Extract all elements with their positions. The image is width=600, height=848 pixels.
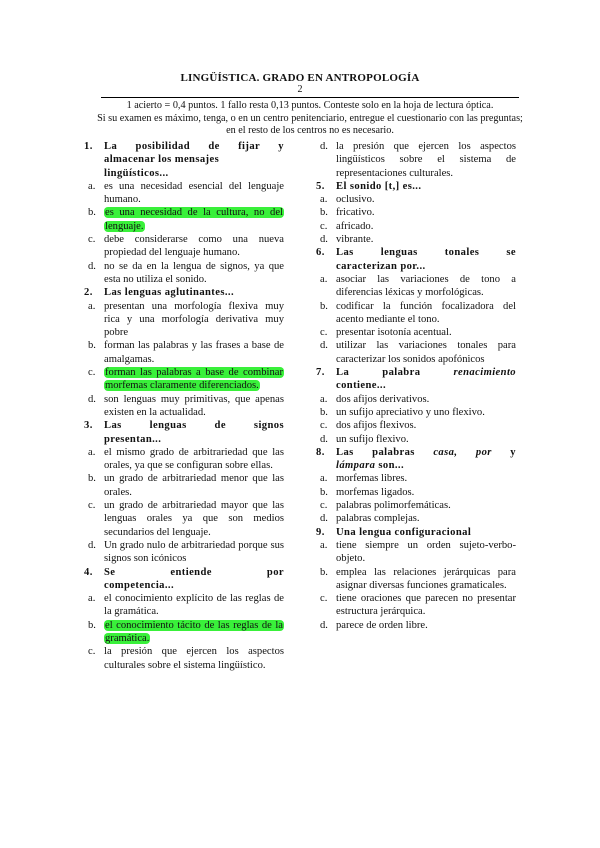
question-text: La palabra renacimiento <box>336 367 516 379</box>
option-text: un grado de arbitrariedad menor que las orales. <box>104 473 284 498</box>
question-number: 2. <box>84 287 93 299</box>
option-label: d. <box>320 340 328 352</box>
option-3c[interactable] <box>84 499 284 539</box>
option-6c[interactable] <box>316 326 516 339</box>
option-label: c. <box>88 234 96 246</box>
option-label: b. <box>88 473 96 485</box>
option-text: palabras complejas. <box>336 513 420 525</box>
question-text: Las lenguas de signos <box>104 420 284 432</box>
question-5 <box>316 180 516 246</box>
option-label: d. <box>320 234 328 246</box>
option-text: el conocimiento explícito de las reglas de la gramática. <box>104 593 284 618</box>
option-7d[interactable] <box>316 433 516 446</box>
left-column <box>84 140 284 672</box>
option-label: b. <box>320 486 328 498</box>
question-text: Las lenguas aglutinantes... <box>104 287 235 299</box>
option-text: son lenguas muy primitivas, que apenas existen en la actualidad. <box>104 393 284 418</box>
question-text: El sonido [t,] es... <box>336 180 422 192</box>
option-text: un sufijo apreciativo y uno flexivo. <box>336 406 485 418</box>
question-number: 5. <box>316 180 325 192</box>
option-label: a. <box>320 393 328 405</box>
option-text: emplea las relaciones jerárquicas para asignar diversas funciones gramaticales. <box>336 566 516 591</box>
option-8a[interactable] <box>316 472 516 485</box>
option-label: b. <box>320 300 328 312</box>
option-label: a. <box>88 593 96 605</box>
option-label: c. <box>320 500 328 512</box>
option-text: vibrante. <box>336 234 374 246</box>
option-5a[interactable] <box>316 193 516 206</box>
question-4-continued <box>316 140 516 180</box>
option-2d[interactable] <box>84 393 284 420</box>
question-8 <box>316 446 516 526</box>
option-8b[interactable] <box>316 486 516 499</box>
option-label: b. <box>88 619 96 631</box>
question-text: Una lengua configuracional <box>336 526 472 538</box>
option-label: d. <box>88 393 96 405</box>
option-2c[interactable] <box>84 366 284 393</box>
option-8d[interactable] <box>316 512 516 525</box>
option-2a[interactable] <box>84 300 284 340</box>
option-label: d. <box>320 433 328 445</box>
right-column <box>316 140 516 632</box>
question-9 <box>316 526 516 632</box>
option-9c[interactable] <box>316 592 516 619</box>
option-4d[interactable] <box>316 140 516 180</box>
option-text: dos afijos flexivos. <box>336 420 417 432</box>
option-5d[interactable] <box>316 233 516 246</box>
option-text: es una necesidad esencial del lenguaje humano. <box>104 180 284 206</box>
option-label: c. <box>88 646 96 658</box>
option-7a[interactable] <box>316 393 516 406</box>
option-text: asociar las variaciones de tono a diferencias léxicas y morfológicas. <box>336 273 516 299</box>
question-number: 6. <box>316 247 325 259</box>
option-label: c. <box>320 593 328 605</box>
option-text: Un grado nulo de arbitrariedad porque sus signos son icónicos <box>104 539 284 565</box>
question-7 <box>316 366 516 446</box>
option-label: d. <box>320 141 328 152</box>
question-text-cont: competencia... <box>104 579 175 591</box>
option-3a[interactable] <box>84 446 284 473</box>
option-4c[interactable] <box>84 645 284 672</box>
option-2b[interactable] <box>84 339 284 366</box>
option-label: c. <box>320 220 328 232</box>
instructions <box>96 100 524 138</box>
option-label: a. <box>320 539 328 551</box>
question-text-cont: presentan... <box>104 433 162 445</box>
option-4a[interactable] <box>84 592 284 619</box>
option-label: d. <box>88 260 96 272</box>
option-text: no se da en la lengua de signos, ya que esta no utiliza el sonido. <box>104 260 284 285</box>
option-text: presentar isotonía acentual. <box>336 327 452 339</box>
option-label: c. <box>88 500 96 512</box>
option-label: c. <box>88 367 96 379</box>
option-label: a. <box>320 194 328 206</box>
option-label: a. <box>320 273 328 285</box>
question-number: 3. <box>84 420 93 432</box>
option-5c[interactable] <box>316 220 516 233</box>
option-label: a. <box>88 180 96 192</box>
page-title: LINGÜÍSTICA. GRADO EN ANTROPOLOGÍA <box>180 72 420 84</box>
option-text: tiene siempre un orden sujeto-verbo-objeto. <box>336 539 516 565</box>
option-5b[interactable] <box>316 206 516 219</box>
option-1c[interactable] <box>84 233 284 260</box>
option-label: a. <box>320 473 328 485</box>
option-text: fricativo. <box>336 207 375 219</box>
option-3b[interactable] <box>84 472 284 499</box>
option-1b[interactable] <box>84 206 284 233</box>
option-6b[interactable] <box>316 300 516 327</box>
option-text: debe considerarse como una nueva propiedad del lenguaje humano. <box>104 234 284 259</box>
question-1 <box>84 140 284 286</box>
option-text: la presión que ejercen los aspectos culturales sobre el sistema lingüístico. <box>104 646 284 671</box>
highlighted-answer: es una necesidad de la cultura, no del lenguaje. <box>105 207 283 232</box>
option-text: el mismo grado de arbitrariedad que las orales, ya que se configuran sobre ellas. <box>104 446 284 472</box>
question-number: 9. <box>316 526 325 538</box>
option-label: d. <box>320 513 328 525</box>
option-1a[interactable] <box>84 180 284 207</box>
option-text: forman las palabras y las frases a base de amalgamas. <box>104 340 284 365</box>
option-3d[interactable] <box>84 539 284 566</box>
option-text: parece de orden libre. <box>336 619 428 631</box>
question-text-cont: lámpara son... <box>336 460 405 472</box>
header-rule <box>101 97 519 98</box>
option-text: utilizar las variaciones tonales para caracterizar los sonidos apofónicos <box>336 340 516 365</box>
option-7c[interactable] <box>316 419 516 432</box>
instructions-line-2: Si su examen es máximo, tenga, o en un centro penitenciario, entregue el cuestionario con las preguntas; en el resto de los centros no es necesario. <box>97 112 523 136</box>
option-text: un sufijo flexivo. <box>336 433 409 445</box>
option-label: b. <box>88 340 96 352</box>
option-text: africado. <box>336 220 374 232</box>
question-6 <box>316 246 516 366</box>
option-text: un grado de arbitrariedad mayor que las lenguas orales ya que son medios secundarios del lenguaje. <box>104 500 284 538</box>
highlighted-answer: forman las palabras a base de combinar morfemas claramente diferenciados. <box>105 367 283 392</box>
option-label: d. <box>88 539 96 551</box>
question-text: Las lenguas tonales se <box>336 247 516 259</box>
question-text-cont: almacenar los mensajes lingüísticos... <box>104 154 220 179</box>
question-number: 8. <box>316 446 325 458</box>
highlighted-answer: el conocimiento tácito de las reglas de la gramática. <box>105 619 283 644</box>
question-text-cont: contiene... <box>336 380 387 392</box>
question-text: La posibilidad de fijar y <box>104 141 284 152</box>
option-6a[interactable] <box>316 273 516 300</box>
option-label: b. <box>320 406 328 418</box>
option-text: oclusivo. <box>336 194 375 206</box>
question-number: 7. <box>316 367 325 379</box>
option-label: b. <box>320 207 328 219</box>
option-4b[interactable] <box>84 619 284 646</box>
option-9a[interactable] <box>316 539 516 566</box>
question-number: 4. <box>84 566 93 578</box>
question-text-cont: caracterizan por... <box>336 260 426 272</box>
option-label: a. <box>88 446 96 458</box>
option-label: b. <box>320 566 328 578</box>
option-9b[interactable] <box>316 566 516 593</box>
option-7b[interactable] <box>316 406 516 419</box>
option-label: d. <box>320 619 328 631</box>
option-text: palabras polimorfemáticas. <box>336 500 451 512</box>
question-text: Se entiende por <box>104 566 284 578</box>
option-text: presentan una morfología flexiva muy rica y una morfología derivativa muy pobre <box>104 300 284 339</box>
option-text: tiene oraciones que parecen no presentar estructura jerárquica. <box>336 593 516 618</box>
option-text: morfemas ligados. <box>336 486 415 498</box>
option-label: c. <box>320 420 328 432</box>
question-text: Las palabras casa, por y <box>336 446 516 458</box>
option-text: la presión que ejercen los aspectos lingüísticos sobre el sistema de representaciones culturales. <box>336 141 516 179</box>
option-label: b. <box>88 207 96 219</box>
option-9d[interactable] <box>316 619 516 632</box>
option-text: morfemas libres. <box>336 473 408 485</box>
question-3 <box>84 419 284 565</box>
option-text: dos afijos derivativos. <box>336 393 430 405</box>
page-number: 2 <box>297 84 303 95</box>
option-label: c. <box>320 327 328 339</box>
option-8c[interactable] <box>316 499 516 512</box>
question-number: 1. <box>84 141 93 152</box>
option-6d[interactable] <box>316 339 516 366</box>
question-4 <box>84 566 284 672</box>
question-2 <box>84 286 284 419</box>
instructions-line-1: 1 acierto = 0,4 puntos. 1 fallo resta 0,13 puntos. Conteste solo en la hoja de lectura óptica. <box>126 100 494 111</box>
option-1d[interactable] <box>84 260 284 287</box>
option-text: codificar la función focalizadora del acento mediante el tono. <box>336 300 516 325</box>
option-label: a. <box>88 300 96 312</box>
